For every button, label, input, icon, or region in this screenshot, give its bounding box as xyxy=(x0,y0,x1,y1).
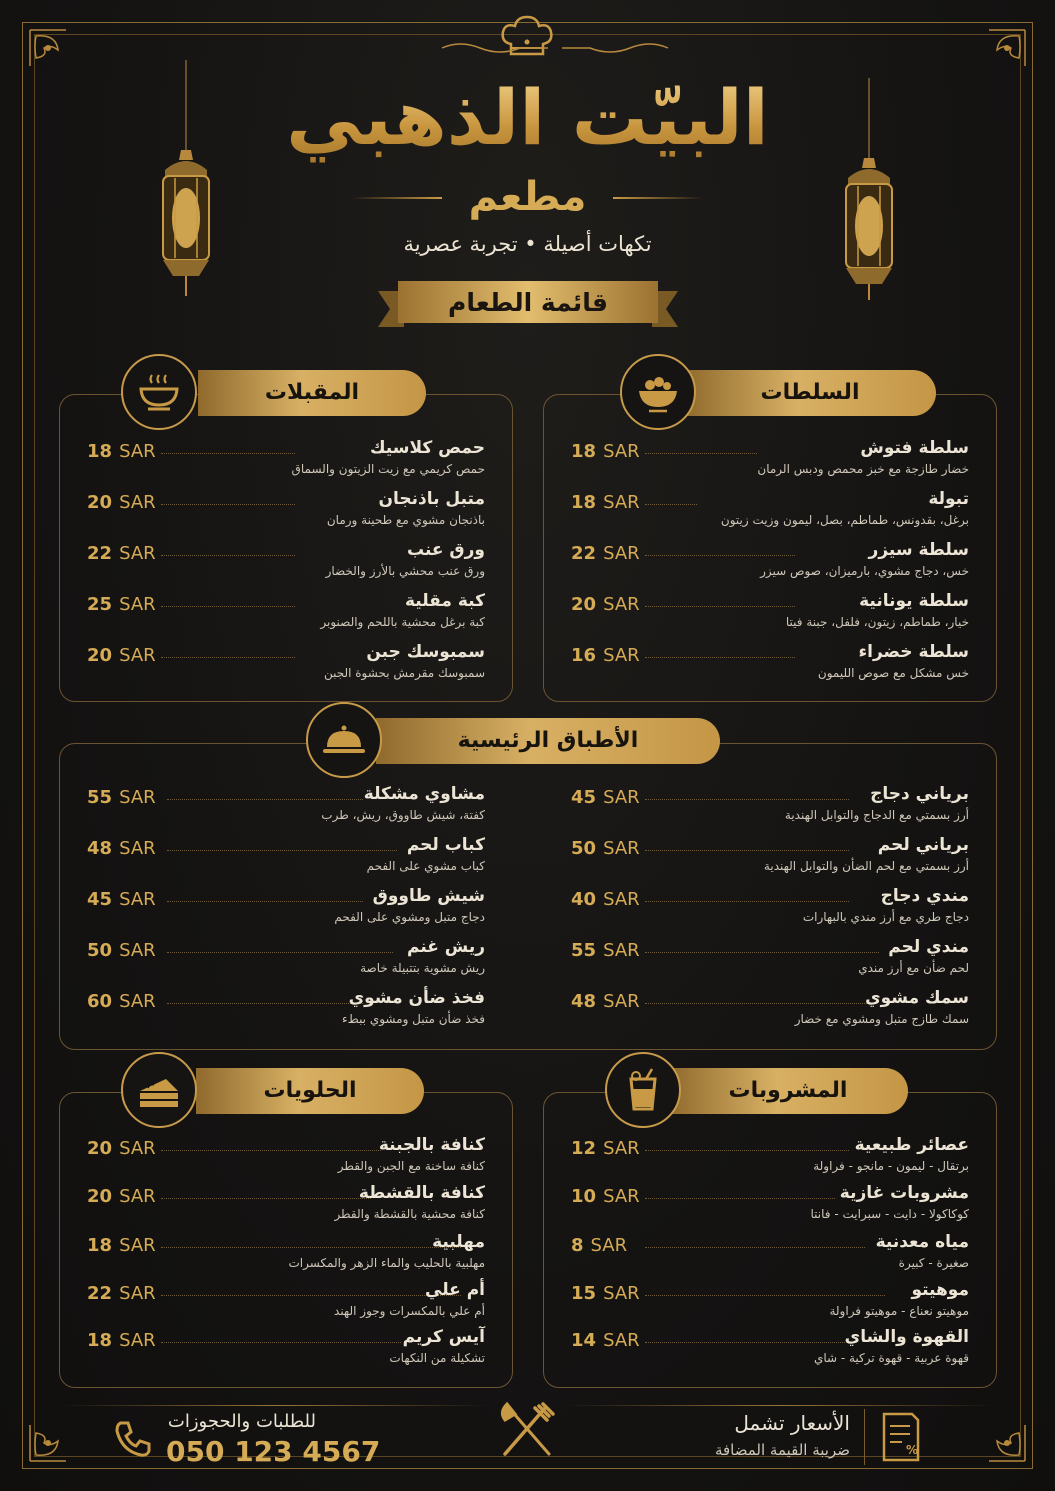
price-leader xyxy=(161,1295,461,1296)
item-description: خس، دجاج مشوي، بارميزان، صوص سيزر xyxy=(760,564,969,578)
menu-item xyxy=(87,437,485,485)
item-description: تشكيلة من النكهات xyxy=(389,1351,485,1365)
item-price: 40 SAR xyxy=(571,889,640,910)
item-price: 22 SAR xyxy=(571,543,640,564)
price-leader xyxy=(161,1150,381,1151)
item-description: خيار، طماطم، زيتون، فلفل، جبنة فيتا xyxy=(785,615,969,629)
item-price: 20 SAR xyxy=(87,492,156,513)
section-title-drinks: المشروبات xyxy=(728,1078,848,1103)
price-leader xyxy=(645,1295,885,1296)
item-price: 48 SAR xyxy=(87,838,156,859)
cake-slice-icon xyxy=(121,1052,197,1128)
item-description: موهيتو نعناع - موهيتو فراولة xyxy=(829,1304,969,1318)
price-leader xyxy=(167,901,363,902)
item-price: 20 SAR xyxy=(87,1186,156,1207)
corner-ornament-bottom-right xyxy=(969,1405,1029,1465)
price-leader xyxy=(167,1003,363,1004)
item-name: فخذ ضأن مشوي xyxy=(348,988,485,1008)
menu-banner xyxy=(378,277,678,329)
menu-item xyxy=(571,539,969,587)
item-price: 20 SAR xyxy=(87,645,156,666)
section-header-drinks xyxy=(668,1068,908,1114)
item-price: 50 SAR xyxy=(571,838,640,859)
fork-knife-icon xyxy=(495,1398,559,1462)
juice-glass-icon xyxy=(605,1052,681,1128)
menu-item xyxy=(87,936,485,984)
item-description: لحم ضأن مع أرز مندي xyxy=(858,961,969,975)
menu-item xyxy=(571,885,969,933)
flourish-right-icon xyxy=(560,40,670,56)
price-leader xyxy=(161,1342,401,1343)
cloche-icon xyxy=(306,702,382,778)
menu-item xyxy=(571,1231,969,1279)
item-price: 18 SAR xyxy=(87,1235,156,1256)
item-price: 15 SAR xyxy=(571,1283,640,1304)
price-leader xyxy=(645,1198,835,1199)
price-leader xyxy=(645,901,849,902)
menu-item xyxy=(571,1134,969,1182)
menu-item xyxy=(87,885,485,933)
price-leader xyxy=(161,504,295,505)
section-title-main-dishes: الأطباق الرئيسية xyxy=(457,728,639,753)
price-leader xyxy=(161,606,295,607)
price-leader xyxy=(645,1342,845,1343)
item-price: 22 SAR xyxy=(87,1283,156,1304)
price-leader xyxy=(645,504,697,505)
item-name: سلطة يونانية xyxy=(859,591,969,611)
section-title-appetizers: المقبلات xyxy=(264,380,360,405)
item-price: 45 SAR xyxy=(571,787,640,808)
corner-ornament-bottom-left xyxy=(26,1405,86,1465)
item-price: 16 SAR xyxy=(571,645,640,666)
item-description: سمك طازج متبل ومشوي مع خضار xyxy=(794,1012,969,1026)
section-header-appetizers xyxy=(198,370,426,416)
footer-divider-right xyxy=(565,1405,995,1406)
menu-item xyxy=(571,834,969,882)
footer-divider-left xyxy=(60,1405,490,1406)
price-leader xyxy=(167,952,393,953)
item-name: سمبوسك جبن xyxy=(366,642,485,662)
item-description: برغل، بقدونس، طماطم، بصل، ليمون وزيت زيتون xyxy=(720,513,969,527)
item-description: فخذ ضأن متبل ومشوي ببطء xyxy=(342,1012,485,1026)
tax-title: الأسعار تشمل xyxy=(734,1411,850,1435)
section-header-salads xyxy=(684,370,936,416)
item-name: آيس كريم xyxy=(402,1327,485,1347)
menu-item xyxy=(87,488,485,536)
item-name: برياني لحم xyxy=(877,835,969,855)
orders-label: للطلبات والحجوزات xyxy=(167,1411,316,1432)
price-leader xyxy=(645,850,849,851)
soup-bowl-icon xyxy=(121,354,197,430)
item-description: كباب مشوي على الفحم xyxy=(366,859,485,873)
item-price: 45 SAR xyxy=(87,889,156,910)
menu-item xyxy=(571,987,969,1035)
item-description: باذنجان مشوي مع طحينة ورمان xyxy=(326,513,485,527)
price-leader xyxy=(161,1247,461,1248)
menu-item xyxy=(87,834,485,882)
item-description: برتقال - ليمون - مانجو - فراولة xyxy=(813,1159,969,1173)
item-name: متبل باذنجان xyxy=(378,489,485,509)
item-name: حمص كلاسيك xyxy=(369,438,485,458)
price-leader xyxy=(645,1247,865,1248)
phone-icon xyxy=(113,1419,153,1459)
price-leader xyxy=(645,1150,849,1151)
menu-item xyxy=(571,1182,969,1230)
item-price: 20 SAR xyxy=(87,1138,156,1159)
footer-tax-divider xyxy=(864,1409,865,1465)
item-description: قهوة عربية - قهوة تركية - شاي xyxy=(813,1351,969,1365)
restaurant-title: البيّت الذهبي xyxy=(0,70,1055,166)
flourish-left-icon xyxy=(440,40,550,56)
item-name: ورق عنب xyxy=(406,540,485,560)
item-description: كفتة، شيش طاووق، ريش، طرب xyxy=(321,808,485,822)
item-name: مشاوي مشكلة xyxy=(363,784,485,804)
item-name: سلطة سيزر xyxy=(868,540,969,560)
item-description: خضار طازجة مع خبز محمص ودبس الرمان xyxy=(757,462,969,476)
item-price: 55 SAR xyxy=(571,940,640,961)
item-name: مهلبية xyxy=(432,1232,485,1252)
menu-item xyxy=(87,783,485,831)
price-leader xyxy=(645,799,849,800)
item-description: ورق عنب محشي بالأرز والخضار xyxy=(325,564,485,578)
item-name: عصائر طبيعية xyxy=(854,1135,969,1155)
item-description: ريش مشوية بتتبيلة خاصة xyxy=(360,961,485,975)
menu-item xyxy=(571,437,969,485)
menu-item xyxy=(571,783,969,831)
item-name: كنافة بالجبنة xyxy=(378,1135,485,1155)
item-price: 50 SAR xyxy=(87,940,156,961)
item-price: 18 SAR xyxy=(571,492,640,513)
item-price: 25 SAR xyxy=(87,594,156,615)
item-name: ريش غنم xyxy=(406,937,485,957)
item-description: دجاج متبل ومشوي على الفحم xyxy=(334,910,485,924)
price-leader xyxy=(161,1198,371,1199)
phone-number[interactable]: 050 123 4567 xyxy=(166,1435,381,1468)
menu-item xyxy=(87,1326,485,1374)
item-price: 48 SAR xyxy=(571,991,640,1012)
price-leader xyxy=(645,555,795,556)
price-leader xyxy=(167,850,397,851)
item-description: كوكاكولا - دايت - سبرايت - فانتا xyxy=(810,1207,969,1221)
salad-bowl-icon xyxy=(620,354,696,430)
menu-item xyxy=(571,590,969,638)
item-name: سلطة فتوش xyxy=(860,438,969,458)
item-name: كبة مقلية xyxy=(404,591,485,611)
item-price: 12 SAR xyxy=(571,1138,640,1159)
menu-item xyxy=(571,1326,969,1374)
menu-item xyxy=(571,488,969,536)
item-name: كنافة بالقشطة xyxy=(358,1183,485,1203)
price-leader xyxy=(645,952,879,953)
item-price: 10 SAR xyxy=(571,1186,640,1207)
restaurant-subtitle: مطعم xyxy=(468,174,587,220)
item-name: كباب لحم xyxy=(406,835,485,855)
menu-item xyxy=(87,1182,485,1230)
item-name: تبولة xyxy=(928,489,969,509)
item-description: أم علي بالمكسرات وجوز الهند xyxy=(334,1304,485,1318)
item-description: صغيرة - كبيرة xyxy=(898,1256,969,1270)
price-leader xyxy=(645,1003,867,1004)
tagline: تكهات أصيلة • تجربة عصرية xyxy=(403,232,652,256)
section-title-salads: السلطات xyxy=(760,380,860,405)
item-price: 60 SAR xyxy=(87,991,156,1012)
item-name: موهيتو xyxy=(911,1280,969,1300)
item-description: مهلبية بالحليب والماء الزهر والمكسرات xyxy=(288,1256,485,1270)
item-name: مياه معدنية xyxy=(875,1232,969,1252)
item-description: أرز بسمتي مع لحم الضأن والتوابل الهندية xyxy=(763,859,969,873)
item-description: أرز بسمتي مع الدجاج والتوابل الهندية xyxy=(784,808,969,822)
section-header-main-dishes xyxy=(376,718,720,764)
item-price: 8 SAR xyxy=(571,1235,628,1256)
menu-item xyxy=(571,936,969,984)
menu-banner-label: قائمة الطعام xyxy=(448,288,608,317)
menu-item xyxy=(87,641,485,689)
price-leader xyxy=(167,799,363,800)
menu-item xyxy=(87,539,485,587)
item-name: سمك مشوي xyxy=(865,988,969,1008)
item-description: حمص كريمي مع زيت الزيتون والسماق xyxy=(291,462,485,476)
item-name: سلطة خضراء xyxy=(858,642,969,662)
menu-item xyxy=(87,987,485,1035)
price-leader xyxy=(645,606,795,607)
menu-item xyxy=(87,1134,485,1182)
item-price: 18 SAR xyxy=(87,1330,156,1351)
svg-text:%: % xyxy=(906,1443,919,1457)
item-name: شيش طاووق xyxy=(372,886,485,906)
menu-item xyxy=(571,641,969,689)
item-price: 14 SAR xyxy=(571,1330,640,1351)
item-price: 55 SAR xyxy=(87,787,156,808)
item-name: مشروبات غازية xyxy=(839,1183,969,1203)
menu-item xyxy=(571,1279,969,1327)
receipt-icon xyxy=(878,1410,924,1464)
price-leader xyxy=(161,453,295,454)
menu-item xyxy=(87,590,485,638)
item-description: سمبوسك مقرمش بحشوة الجبن xyxy=(323,666,485,680)
price-leader xyxy=(645,453,757,454)
item-description: دجاج طري مع أرز مندي بالبهارات xyxy=(802,910,969,924)
price-leader xyxy=(161,555,295,556)
item-description: كنافة محشية بالقشطة والقطر xyxy=(334,1207,485,1221)
item-name: برياني دجاج xyxy=(870,784,969,804)
price-leader xyxy=(645,657,795,658)
section-header-desserts xyxy=(196,1068,424,1114)
item-name: مندي دجاج xyxy=(880,886,969,906)
section-title-desserts: الحلويات xyxy=(263,1078,357,1103)
item-price: 18 SAR xyxy=(571,441,640,462)
item-description: كبة برغل محشية باللحم والصنوبر xyxy=(320,615,485,629)
tax-subtitle: ضريبة القيمة المضافة xyxy=(714,1441,850,1459)
item-name: القهوة والشاي xyxy=(844,1327,969,1347)
item-price: 18 SAR xyxy=(87,441,156,462)
menu-item xyxy=(87,1279,485,1327)
item-name: أم علي xyxy=(425,1280,485,1300)
menu-item xyxy=(87,1231,485,1279)
price-leader xyxy=(161,657,295,658)
item-description: كنافة ساخنة مع الجبن والقطر xyxy=(337,1159,485,1173)
item-description: خس مشكل مع صوص الليمون xyxy=(817,666,969,680)
item-price: 22 SAR xyxy=(87,543,156,564)
item-name: مندي لحم xyxy=(888,937,969,957)
item-price: 20 SAR xyxy=(571,594,640,615)
